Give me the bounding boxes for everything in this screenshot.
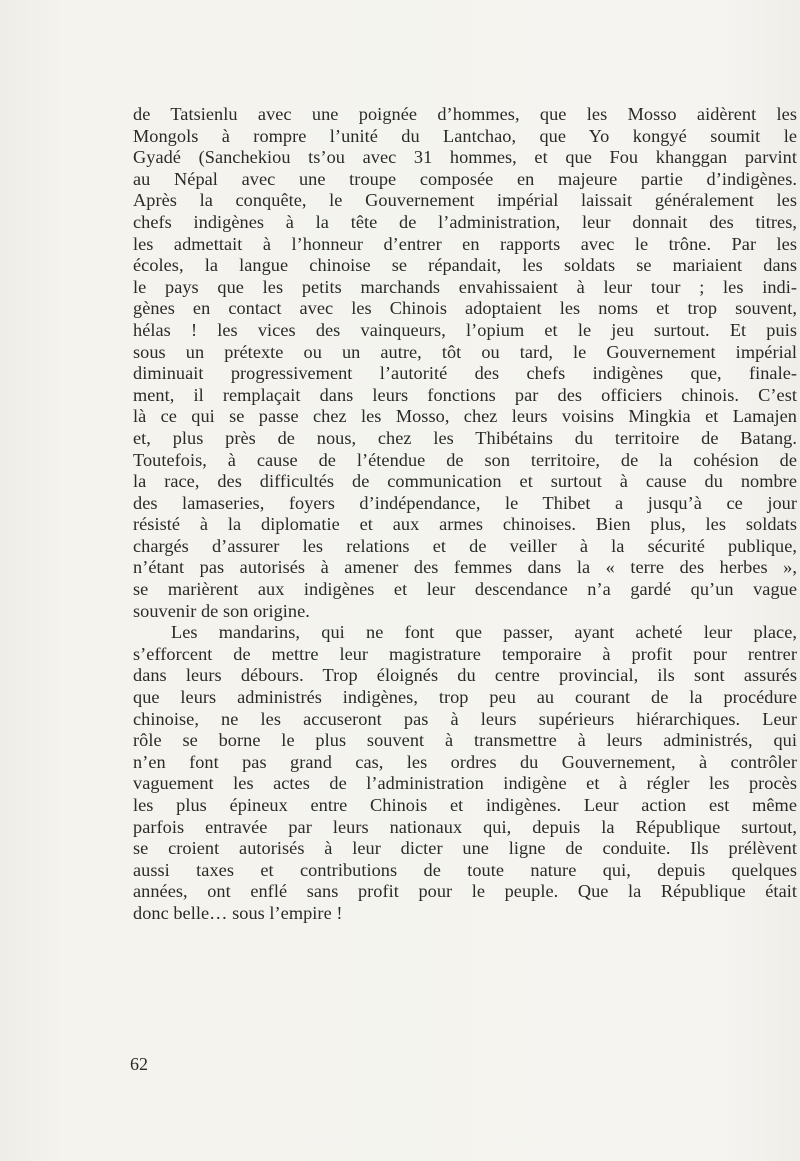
text-line: s’efforcent de mettre leur magistrature temporaire à profit pour rentrer	[133, 643, 797, 664]
text-line: diminuait progressivement l’autorité des chefs indigènes que, finale-	[133, 363, 797, 384]
text-line: écoles, la langue chinoise se répandait, les soldats se mariaient dans	[133, 255, 797, 276]
text-line: sous un prétexte ou un autre, tôt ou tard, le Gouvernement impérial	[133, 341, 797, 362]
text-line: les admettait à l’honneur d’entrer en rapports avec le trône. Par les	[133, 233, 797, 254]
text-line: le pays que les petits marchands envahissaient à leur tour ; les indi-	[133, 276, 797, 297]
body-text	[133, 104, 797, 925]
text-line: Toutefois, à cause de l’étendue de son territoire, de la cohésion de	[133, 449, 797, 470]
text-line: hélas ! les vices des vainqueurs, l’opium et le jeu surtout. Et puis	[133, 319, 797, 340]
text-line: Après la conquête, le Gouvernement impérial laissait généralement les	[133, 190, 797, 211]
text-line: n’étant pas autorisés à amener des femmes dans la « terre des herbes »,	[133, 557, 797, 578]
text-line: chinoise, ne les accuseront pas à leurs supérieurs hiérarchiques. Leur	[133, 708, 797, 729]
text-line: vaguement les actes de l’administration indigène et à régler les procès	[133, 773, 797, 794]
text-line: chargés d’assurer les relations et de veiller à la sécurité publique,	[133, 535, 797, 556]
text-line: donc belle… sous l’empire !	[133, 902, 343, 923]
text-line: n’en font pas grand cas, les ordres du Gouvernement, à contrôler	[133, 751, 797, 772]
text-line: gènes en contact avec les Chinois adoptaient les noms et trop souvent,	[133, 298, 797, 319]
text-line: se croient autorisés à leur dicter une ligne de conduite. Ils prélèvent	[133, 838, 797, 859]
text-line: et, plus près de nous, chez les Thibétains du territoire de Batang.	[133, 427, 797, 448]
text-line: aussi taxes et contributions de toute nature qui, depuis quelques	[133, 859, 797, 880]
text-line: que leurs administrés indigènes, trop peu au courant de la procédure	[133, 687, 797, 708]
text-line: ment, il remplaçait dans leurs fonctions par des officiers chinois. C’est	[133, 384, 797, 405]
text-line: là ce qui se passe chez les Mosso, chez leurs voisins Mingkia et Lamajen	[133, 406, 797, 427]
text-line: la race, des difficultés de communication et surtout à cause du nombre	[133, 471, 797, 492]
text-line: Gyadé (Sanchekiou ts’ou avec 31 hommes, et que Fou khanggan parvint	[133, 147, 797, 168]
text-line: résisté à la diplomatie et aux armes chinoises. Bien plus, les soldats	[133, 514, 797, 535]
text-line: Les mandarins, qui ne font que passer, ayant acheté leur place,	[171, 622, 797, 643]
text-line: au Népal avec une troupe composée en majeure partie d’indigènes.	[133, 168, 797, 189]
text-line: des lamaseries, foyers d’indépendance, le Thibet a jusqu’à ce jour	[133, 492, 797, 513]
text-line: dans leurs débours. Trop éloignés du centre provincial, ils sont assurés	[133, 665, 797, 686]
text-line: Mongols à rompre l’unité du Lantchao, que Yo kongyé soumit le	[133, 125, 797, 146]
text-line: parfois entravée par leurs nationaux qui, depuis la République surtout,	[133, 816, 797, 837]
text-line: chefs indigènes à la tête de l’administration, leur donnait des titres,	[133, 211, 797, 232]
paragraph-1	[133, 104, 797, 622]
text-line: souvenir de son origine.	[133, 600, 310, 621]
text-line: années, ont enflé sans profit pour le peuple. Que la République était	[133, 881, 797, 902]
text-line: de Tatsienlu avec une poignée d’hommes, que les Mosso aidèrent les	[133, 104, 797, 124]
page-number: 62	[130, 1054, 148, 1074]
text-line: se marièrent aux indigènes et leur descendance n’a gardé qu’un vague	[133, 579, 797, 600]
paragraph-2	[133, 622, 797, 924]
text-line: les plus épineux entre Chinois et indigènes. Leur action est même	[133, 795, 797, 815]
text-line: rôle se borne le plus souvent à transmettre à leurs administrés, qui	[133, 730, 797, 751]
